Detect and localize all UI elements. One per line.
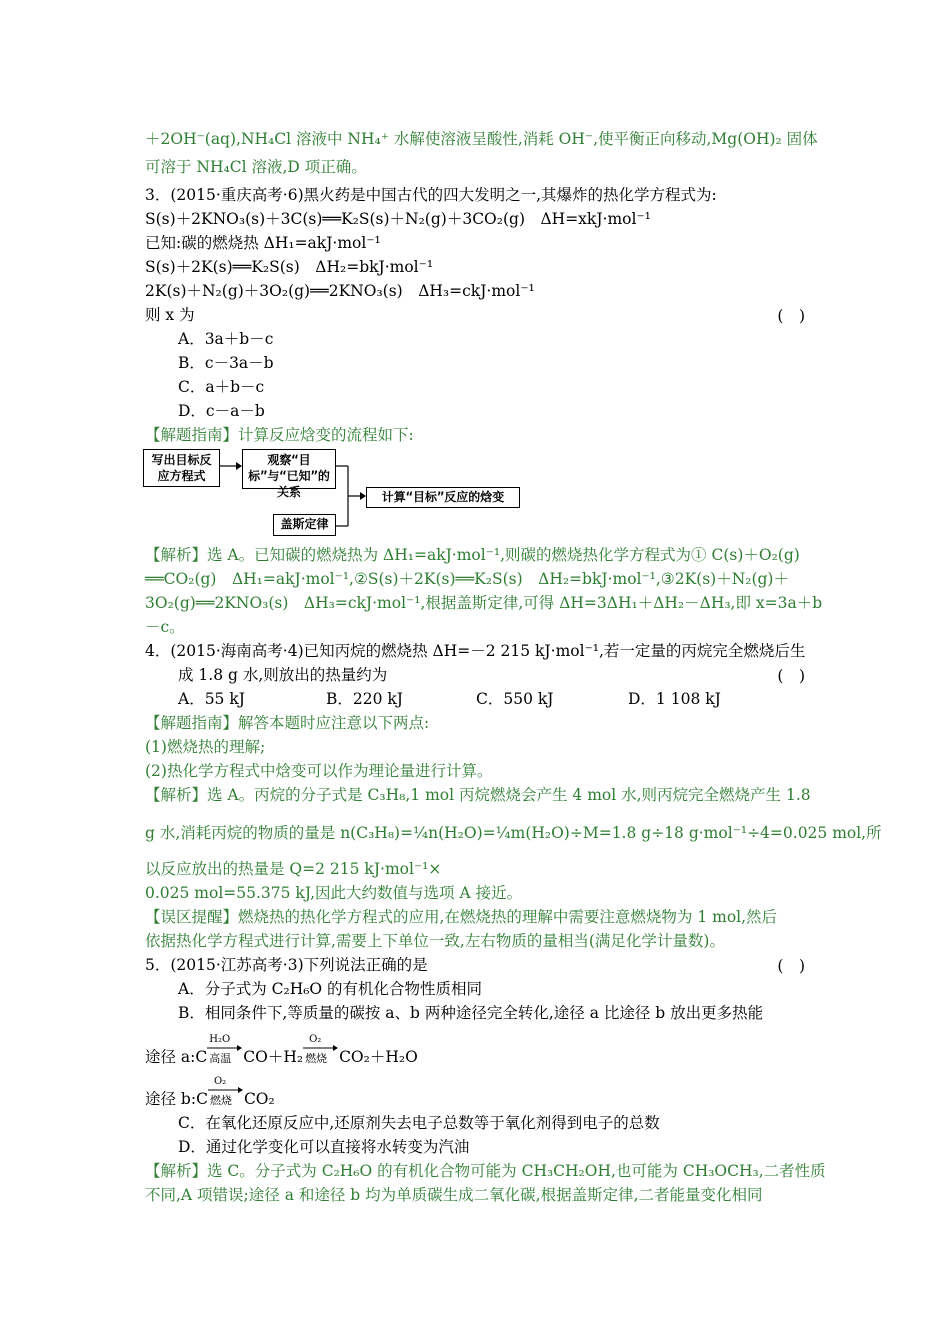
solution-line: 0.025 mol=55.375 kJ,因此大约数值与选项 A 接近。: [145, 884, 523, 902]
arrow-bottom-label: 燃烧: [305, 1052, 328, 1065]
option-d: D．通过化学变化可以直接将水转变为汽油: [178, 1138, 470, 1156]
arrow-top-label: H₂O: [209, 1034, 231, 1045]
solution-guide: 【解题指南】解答本题时应注意以下两点:: [145, 714, 430, 732]
arrow-top-label: O₂: [309, 1034, 322, 1045]
arrow-bottom-label: 燃烧: [209, 1094, 232, 1107]
option-c: C．550 kJ: [476, 690, 554, 708]
pitfall-note: 【误区提醒】燃烧热的热化学方程式的应用,在燃烧热的理解中需要注意燃烧物为 1 mol,然后: [145, 908, 778, 926]
solution-line: ══CO₂(g) ΔH₁=akJ·mol⁻¹,②S(s)＋2K(s)══K₂S(s) ΔH₂=bkJ·mol⁻¹,③2K(s)＋N₂(g)＋: [145, 570, 789, 588]
pathway-b-start: 途径 b:C: [145, 1090, 208, 1108]
option-c: C．在氧化还原反应中,还原剂失去电子总数等于氧化剂得到电子的总数: [178, 1114, 660, 1132]
solution-line: 【解析】选 A。已知碳的燃烧热为 ΔH₁=akJ·mol⁻¹,则碳的燃烧热化学方程式为① C(s)＋O₂(g): [145, 546, 800, 564]
solution-guide-item: (1)燃烧热的理解;: [145, 738, 266, 756]
arrow-bottom-label: 高温: [209, 1052, 232, 1065]
pathway-b: [145, 1076, 275, 1110]
option-a: A．55 kJ: [178, 690, 245, 708]
pathway-a-mid: CO＋H₂: [243, 1048, 304, 1066]
question-5-stem: 5．(2015·江苏高考·3)下列说法正确的是: [145, 956, 428, 974]
reaction-arrow: [208, 1076, 244, 1110]
answer-paren: ( ): [777, 307, 805, 325]
option-b: B．220 kJ: [326, 690, 404, 708]
arrow-top-label: O₂: [213, 1076, 227, 1087]
answer-paren: ( ): [777, 667, 805, 685]
pitfall-note: 依据热化学方程式进行计算,需要上下单位一致,左右物质的量相当(满足化学计量数)。: [145, 932, 725, 950]
option-a: A．分子式为 C₂H₆O 的有机化合物性质相同: [178, 980, 483, 998]
question-4-stem-cont: 成 1.8 g 水,则放出的热量约为: [178, 666, 388, 684]
solution-guide-item: (2)热化学方程式中焓变可以作为理论量进行计算。: [145, 762, 493, 780]
option-b: B．c－3a－b: [178, 354, 274, 372]
question-3-known: 已知:碳的燃烧热 ΔH₁=akJ·mol⁻¹: [145, 234, 381, 252]
solution-line: 【解析】选 A。丙烷的分子式是 C₃H₈,1 mol 丙烷燃烧会产生 4 mol 水,则丙烷完全燃烧产生 1.8: [145, 786, 811, 804]
text-line: ＋2OH⁻(aq),NH₄Cl 溶液中 NH₄⁺ 水解使溶液呈酸性,消耗 OH⁻,使平衡正向移动,Mg(OH)₂ 固体: [145, 130, 818, 148]
solution-line: 不同,A 项错误;途径 a 和途径 b 均为单质碳生成二氧化碳,根据盖斯定律,二者能量变化相同: [145, 1186, 763, 1204]
question-3-ask: 则 x 为: [145, 306, 195, 324]
flow-box-observe-relation: 观察“目标”与“已知”的关系: [242, 449, 336, 489]
flow-box-hess-law: 盖斯定律: [273, 514, 336, 536]
pathway-a-end: CO₂＋H₂O: [339, 1048, 418, 1066]
flow-box-write-target: 写出目标反应方程式: [143, 449, 220, 487]
option-d: D．c－a－b: [178, 402, 265, 420]
flow-box-calc-enthalpy: 计算“目标”反应的焓变: [366, 487, 520, 508]
question-4-stem: 4．(2015·海南高考·4)已知丙烷的燃烧热 ΔH=－2 215 kJ·mol⁻¹,若一定量的丙烷完全燃烧后生: [145, 642, 806, 660]
solution-line: 以反应放出的热量是 Q=2 215 kJ·mol⁻¹×: [145, 860, 442, 878]
solution-line: 【解析】选 C。分子式为 C₂H₆O 的有机化合物可能为 CH₃CH₂OH,也可能为 CH₃OCH₃,二者性质: [145, 1162, 826, 1180]
option-c: C．a＋b－c: [178, 378, 265, 396]
question-3-equation-3: 2K(s)＋N₂(g)＋3O₂(g)══2KNO₃(s) ΔH₃=ckJ·mol⁻¹: [145, 282, 535, 300]
option-a: A．3a＋b－c: [178, 330, 274, 348]
question-3-stem: 3．(2015·重庆高考·6)黑火药是中国古代的四大发明之一,其爆炸的热化学方程式为:: [145, 186, 717, 204]
answer-paren: ( ): [777, 957, 805, 975]
pathway-b-end: CO₂: [243, 1090, 275, 1108]
question-3-equation-2: S(s)＋2K(s)══K₂S(s) ΔH₂=bkJ·mol⁻¹: [145, 258, 434, 276]
text-line: 可溶于 NH₄Cl 溶液,D 项正确。: [145, 158, 367, 176]
pathway-a-start: 途径 a:C: [145, 1048, 208, 1066]
reaction-arrow: [207, 1034, 243, 1068]
solution-guide: 【解题指南】计算反应焓变的流程如下:: [145, 426, 414, 444]
option-b: B．相同条件下,等质量的碳按 a、b 两种途径完全转化,途径 a 比途径 b 放出更多热能: [178, 1004, 764, 1022]
solution-line: －c。: [145, 618, 185, 636]
solution-line: g 水,消耗丙烷的物质的量是 n(C₃H₈)=¼n(H₂O)=¼m(H₂O)÷M=1.8 g÷18 g·mol⁻¹÷4=0.025 mol,所: [145, 824, 882, 842]
question-3-equation: S(s)＋2KNO₃(s)＋3C(s)══K₂S(s)＋N₂(g)＋3CO₂(g) ΔH=xkJ·mol⁻¹: [145, 210, 651, 228]
pathway-a: [145, 1034, 418, 1068]
option-d: D．1 108 kJ: [628, 690, 721, 708]
solution-line: 3O₂(g)══2KNO₃(s) ΔH₃=ckJ·mol⁻¹,根据盖斯定律,可得 ΔH=3ΔH₁＋ΔH₂－ΔH₃,即 x=3a＋b: [145, 594, 823, 612]
reaction-arrow: [303, 1034, 339, 1068]
